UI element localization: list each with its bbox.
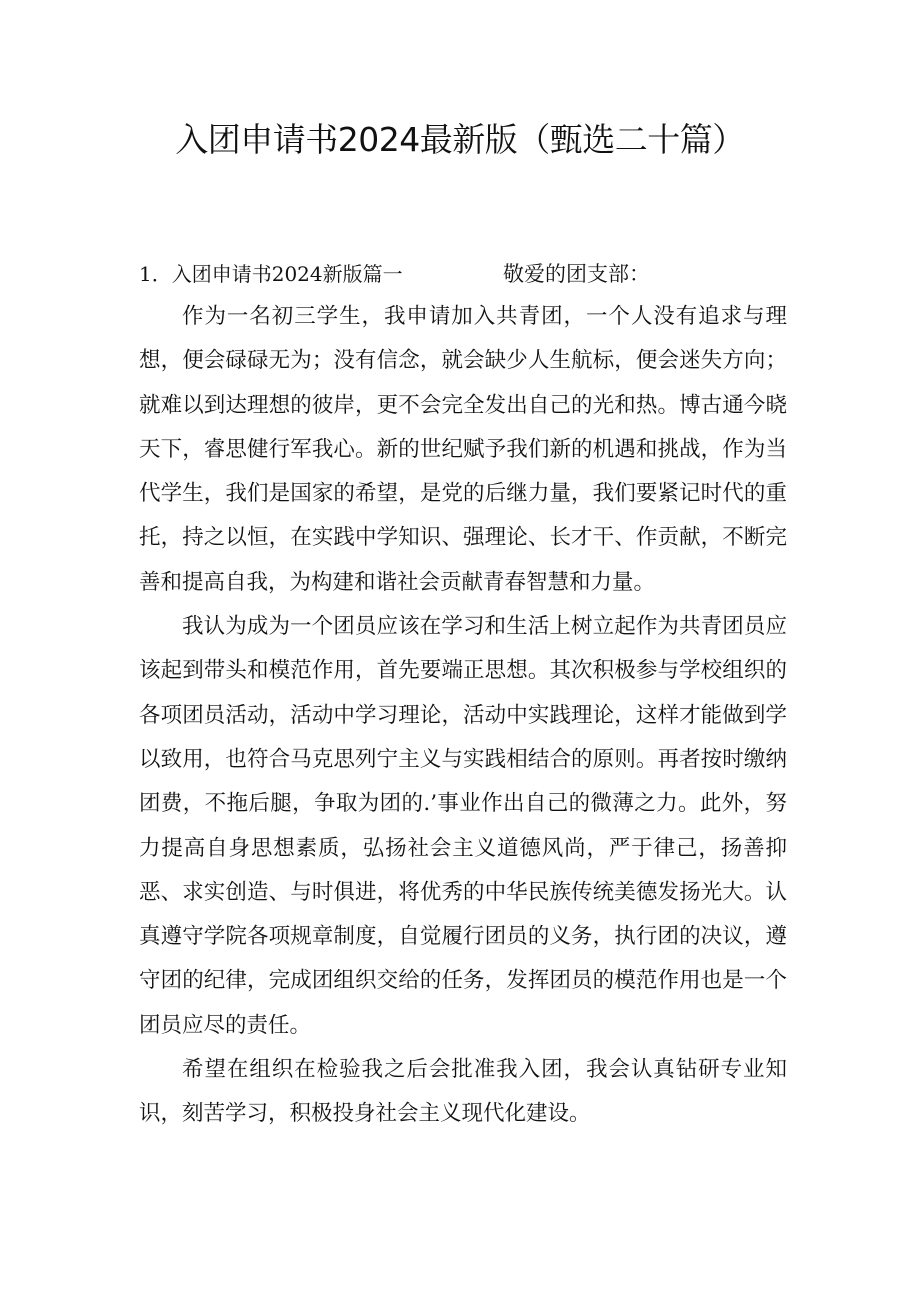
paragraph: 作为一名初三学生，我申请加入共青团，一个人没有追求与理想，便会碌碌无为；没有信念，就会缺少人生航标，便会迷失方向；就难以到达理想的彼岸，更不会完全发出自己的光和热。博古通今晓天下，睿思健行军我心。新的世纪赋予我们新的机遇和挑战，作为当代学生，我们是国家的希望，是党的后继力量，我们要紧记时代的重托，持之以恒，在实践中学知识、强理论、长才干、作贡献，不断完善和提高自我，为构建和谐社会贡献青春智慧和力量。 xyxy=(139,304,787,595)
document-title: 入团申请书2024最新版（甄选二十篇） xyxy=(175,120,745,159)
document-body xyxy=(139,295,787,1137)
paragraph: 希望在组织在检验我之后会批准我入团，我会认真钻研专业知识，刻苦学习，积极投身社会主义现代化建设。 xyxy=(139,1057,787,1127)
paragraph: 我认为成为一个团员应该在学习和生活上树立起作为共青团员应该起到带头和模范作用，首先要端正思想。其次积极参与学校组织的各项团员活动，活动中学习理论，活动中实践理论，这样才能做到学以致用，也符合马克思列宁主义与实践相结合的原则。再者按时缴纳团费，不拖后腿，争取为团的.’事业作出自己的微薄之力。此外，努力提高自身思想素质，弘扬社会主义道德风尚，严于律己，扬善抑恶、求实创造、与时俱进，将优秀的中华民族传统美德发扬光大。认真遵守学院各项规章制度，自觉履行团员的义务，执行团的决议，遵守团的纪律，完成团组织交给的任务，发挥团员的模范作用也是一个团员应尽的责任。 xyxy=(139,614,787,1038)
heading-line xyxy=(139,256,799,292)
section-heading: 1．入团申请书2024新版篇一 xyxy=(139,262,403,286)
salutation: 敬爱的团支部： xyxy=(503,262,650,286)
